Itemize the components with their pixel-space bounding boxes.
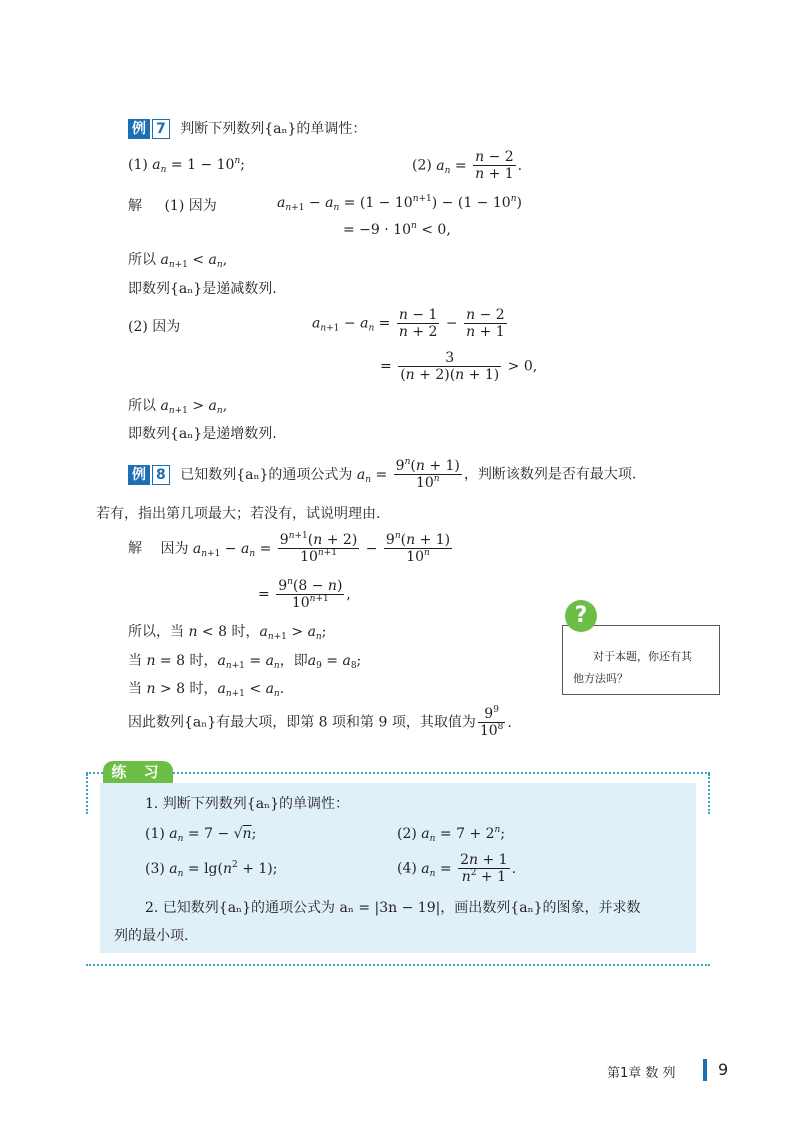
example-badge: 例 7: [128, 119, 170, 139]
ex7-conclusion2: 即数列{aₙ}是递增数列.: [128, 426, 277, 442]
practice-q1-1: (1) $a_n = 7 - √n$;: [145, 826, 257, 844]
ex7-sol1-label: 解 (1) 因为: [128, 198, 217, 214]
practice-q1-2: (2) $a_n = 7 + 2^n$;: [397, 825, 506, 844]
practice-q1-4: (4) $a_n$ = $\frac{2n + 1}{n^2 + 1}$ .: [397, 852, 517, 886]
tip-text-line1: 对于本题，你还有其: [593, 650, 692, 663]
ex7-sol1-eq2: = $-9 \cdot 10^n < 0$,: [343, 221, 451, 238]
ex7-conclusion1: 即数列{aₙ}是递减数列.: [128, 281, 277, 297]
ex8-sol-eq2: = $\frac{9^n(8 - n)}{10^{n+1}}$ ,: [258, 577, 351, 612]
question-icon: ?: [565, 600, 597, 632]
example-8-heading: 例 8 已知数列{aₙ}的通项公式为 $a_n$ = $\frac{9^n(n + 1)}{10^n}$ ，判断该数列是否有最大项.: [128, 458, 636, 491]
ex7-part1: (1) $a_n = 1 - 10^n$;: [128, 156, 245, 175]
practice-q2-line1: 2. 已知数列{aₙ}的通项公式为 aₙ = |3n − 19|，画出数列{aₙ}的图象，并求数: [145, 900, 641, 916]
ex8-case3: 当 n > 8 时，$a_{n+1} < a_n$.: [128, 681, 285, 699]
tip-box: [562, 625, 720, 695]
ex7-sol2-eq2: = $\frac{3}{(n + 2)(n + 1)}$ > 0,: [380, 350, 538, 384]
practice-q1: 1. 判断下列数列{aₙ}的单调性：: [145, 796, 350, 812]
ex7-sol2-label: (2) 因为: [128, 319, 181, 335]
ex7-sol1-eq1: $a_{n+1} - a_n = (1 - 10^{n+1}) - (1 - 10^n)$: [277, 194, 522, 213]
footer-divider: [703, 1059, 707, 1081]
tip-text-line2: 他方法吗？: [573, 672, 628, 685]
ex8-case1: 所以，当 n < 8 时，$a_{n+1} > a_n$;: [128, 624, 327, 642]
ex7-sol2-eq1: $a_{n+1} - a_n$ = $\frac{n - 1}{n + 2}$ − $\frac{n - 2}{n + 1}$: [312, 307, 505, 341]
practice-q2-line2: 列的最小项.: [114, 928, 189, 944]
example-7-prompt: 判断下列数列{aₙ}的单调性：: [180, 121, 367, 137]
ex8-case2: 当 n = 8 时，$a_{n+1} = a_n$，即$a_9 = a_8$;: [128, 653, 362, 671]
ex7-part2: (2) $a_n$ = $\frac{n - 2}{n + 1}$ .: [412, 149, 523, 183]
example-8-prompt-cont: 若有，指出第几项最大；若没有，试说明理由.: [96, 506, 381, 522]
ex8-conclusion: 因此数列{aₙ}有最大项，即第 8 项和第 9 项，其取值为 $\frac{9^9}{10^8}$ .: [128, 705, 512, 740]
example-7-heading: [128, 118, 366, 139]
ex7-so1: 所以 $a_{n+1} < a_n$,: [128, 252, 228, 270]
example-badge: 例 8: [128, 465, 170, 485]
ex7-so2: 所以 $a_{n+1} > a_n$,: [128, 398, 228, 416]
page-number: 9: [718, 1060, 729, 1079]
practice-title: 练 习: [103, 761, 173, 783]
practice-q1-3: (3) $a_n = \lg(n^2 + 1)$;: [145, 860, 278, 879]
chapter-label: 第1章 数 列: [607, 1066, 676, 1081]
ex8-sol-eq1: 解 因为 $a_{n+1} - a_n$ = $\frac{9^{n+1}(n + 2)}{10^{n+1}}$ − $\frac{9^n(n + 1)}{10^n}$: [128, 531, 451, 566]
